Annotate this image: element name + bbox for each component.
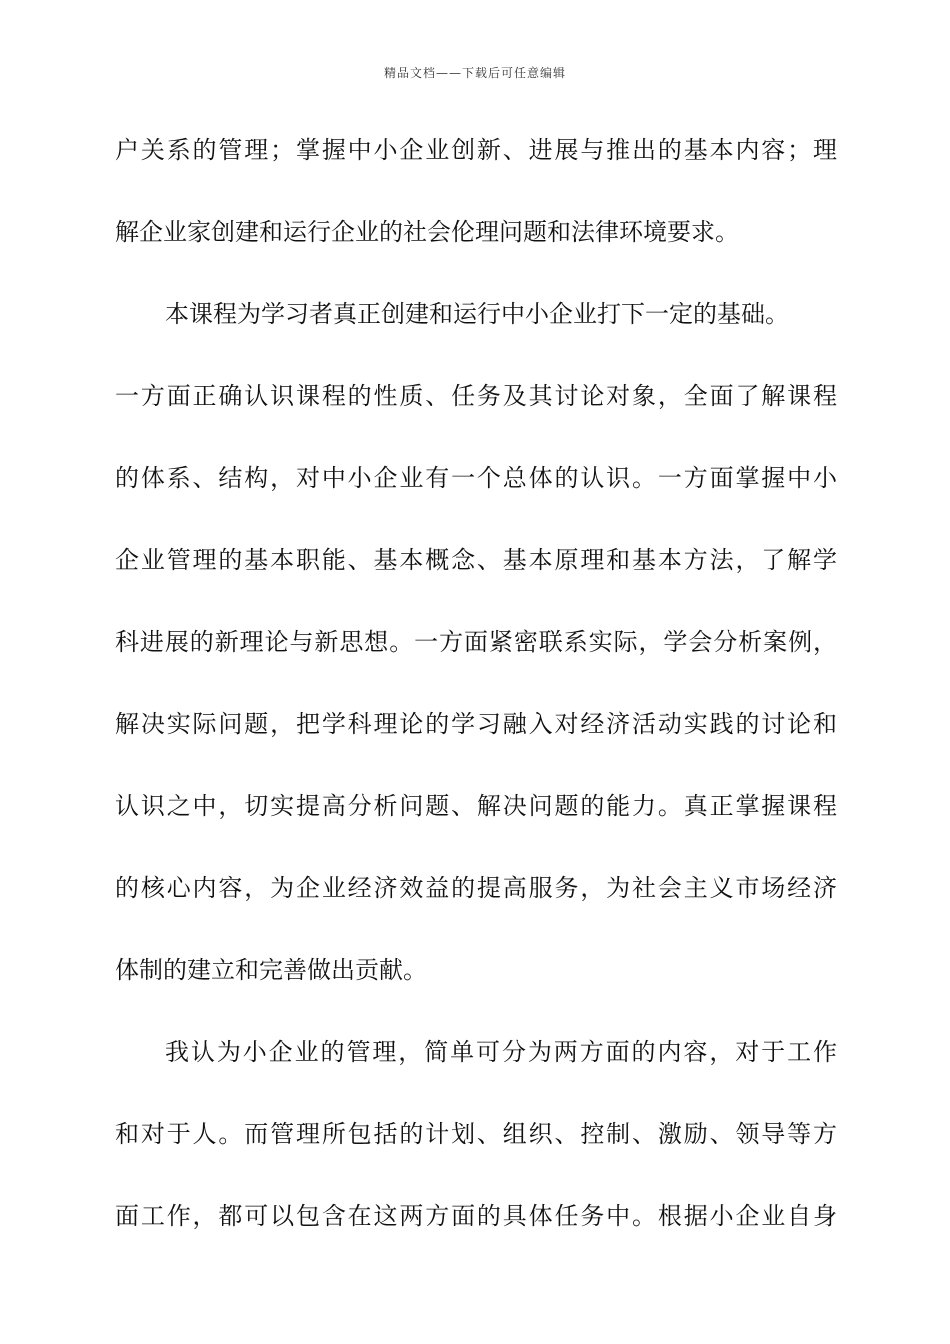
text-line: 的体系、结构，对中小企业有一个总体的认识。一方面掌握中小 (115, 464, 837, 492)
document-body (115, 128, 837, 1276)
text-line: 面工作，都可以包含在这两方面的具体任务中。根据小企业自身 (115, 1202, 837, 1230)
text-line: 企业管理的基本职能、基本概念、基本原理和基本方法，了解学 (115, 546, 837, 574)
text-line: 体制的建立和完善做出贡献。 (115, 956, 427, 984)
text-line: 户关系的管理；掌握中小企业创新、进展与推出的基本内容；理 (115, 136, 837, 164)
text-line: 解决实际问题，把学科理论的学习融入对经济活动实践的讨论和 (115, 710, 837, 738)
paragraph-first-line: 本课程为学习者真正创建和运行中小企业打下一定的基础。 (165, 300, 789, 328)
text-line: 和对于人。而管理所包括的计划、组织、控制、激励、领导等方 (115, 1120, 837, 1148)
paragraph-first-line: 我认为小企业的管理，简单可分为两方面的内容，对于工作 (165, 1038, 837, 1066)
text-line: 科进展的新理论与新思想。一方面紧密联系实际，学会分析案例， (115, 628, 837, 656)
text-line: 一方面正确认识课程的性质、任务及其讨论对象，全面了解课程 (115, 382, 837, 410)
text-line: 解企业家创建和运行企业的社会伦理问题和法律环境要求。 (115, 218, 739, 246)
text-line: 认识之中，切实提高分析问题、解决问题的能力。真正掌握课程 (115, 792, 837, 820)
text-line: 的核心内容，为企业经济效益的提高服务，为社会主义市场经济 (115, 874, 837, 902)
page-header: 精品文档——下载后可任意编辑 (383, 66, 566, 80)
